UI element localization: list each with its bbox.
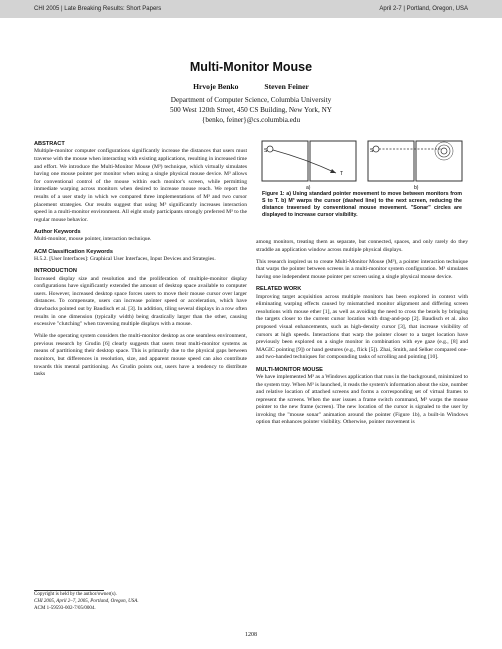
author-2: Steven Feiner <box>264 82 309 91</box>
figure-s-label-b: S <box>370 148 374 154</box>
figure-s-label-a: S <box>264 148 268 154</box>
left-column <box>34 141 247 383</box>
author-list <box>0 82 502 91</box>
acm-heading: ACM Classification Keywords <box>34 248 113 255</box>
copyright-line-2: CHI 2005, April 2–7, 2005, Portland, Oregon, USA. <box>34 598 139 604</box>
figure-1 <box>256 139 468 191</box>
header-right: April 2-7 | Portland, Oregon, USA <box>379 6 468 12</box>
acm-text: H.5.2. [User Interfaces]: Graphical User Interfaces, Input Devices and Strategies. <box>34 255 216 262</box>
figure-label-a: a) <box>306 185 311 191</box>
related-work-heading: RELATED WORK <box>256 286 302 293</box>
paper-title: Multi-Monitor Mouse <box>189 60 313 74</box>
author-1: Hrvoje Benko <box>193 82 239 91</box>
m3-heading: MULTI-MONITOR MOUSE <box>256 366 323 373</box>
right-paragraph-1: among monitors, treating them as separate, but connected, spaces, and only rarely do they straddle an application window across multiple physical displays. <box>256 239 468 253</box>
affiliation-dept: Department of Computer Science, Columbia University <box>170 96 332 104</box>
keywords-heading: Author Keywords <box>34 228 81 235</box>
page-number: 1208 <box>245 632 257 638</box>
figure-caption: Figure 1: a) Using standard pointer movement to move between monitors from S to T. b) M³ warps the cursor (dashed line) to the next screen, reducing the distance traversed by conventional mouse movement. "Sonar" circles are displayed to increase cursor visibility. <box>262 191 462 218</box>
figure-t-label-a: T <box>340 171 344 177</box>
intro-paragraph-2: While the operating system considers the multi-monitor desktop as one seamless environment, previous research by Grudin [6] clearly suggests that users treat multi-monitor systems as means of partitioning their desktop space. This is primarily due to the physical gaps between monitors, but differences in resolution, size, and apparent mouse speed can also contribute towards this mental partitioning. As Grudin points out, users have a tendency to distribute tasks <box>34 333 247 378</box>
affiliation-email: {benko, feiner}@cs.columbia.edu <box>201 116 301 124</box>
figure-b-monitors <box>368 141 462 181</box>
figure-label-b: b) <box>414 185 419 191</box>
right-paragraph-2: This research inspired us to create Multi-Monitor Mouse (M³), a pointer interaction technique that warps the pointer between screens in a multi-monitor system configuration. M³ simulates having one independent mouse pointer per screen using a single physical mouse device. <box>256 258 468 280</box>
right-column <box>256 239 468 432</box>
copyright-line-1: Copyright is held by the author/owner(s). <box>34 592 117 597</box>
abstract-heading: ABSTRACT <box>34 141 65 147</box>
intro-paragraph-1: Increased display size and resolution and the proliferation of multiple-monitor display configurations have significantly extended the amount of desktop space available to computer users. However, increased desktop space forces users to move their mouse cursor over larger distances. To compensate, users can increase pointer speed or acceleration, which have drawbacks pointed out by Baudisch et al. [3]. In addition, tiling several displays in a row often results in one dimension (typically width) being drastically larger than the other, causing excessive "clutching" when traversing multiple displays with a mouse. <box>34 275 247 328</box>
affiliation-address: 500 West 120th Street, 450 CS Building, New York, NY <box>169 106 332 114</box>
keywords-text: Multi-monitor, mouse pointer, interaction technique. <box>34 236 152 243</box>
conference-header <box>0 0 502 18</box>
intro-heading: INTRODUCTION <box>34 268 77 275</box>
copyright-notice <box>34 592 247 612</box>
header-left: CHI 2005 | Late Breaking Results: Short Papers <box>34 6 162 12</box>
copyright-line-3: ACM 1-59593-002-7/05/0004. <box>34 605 96 611</box>
m3-text: We have implemented M³ as a Windows application that runs in the background, minimized to the system tray. When M³ is launched, it reads the system's information about the size, number and relative location of attached screens and forms a corresponding set of virtual frames to represent the screens. When the user issues a frame switch command, M³ warps the mouse pointer to the new frame (screen). The new location of the cursor is signaled to the user by invoking the "mouse sonar" animation around the pointer (Figure 1b), a built-in Windows option that enhances pointer visibility. Otherwise, pointer movement is <box>256 373 468 426</box>
footnote-rule <box>34 590 104 591</box>
abstract-text: Multiple-monitor computer configurations significantly increase the distances that users must traverse with the mouse when interacting with existing applications, resulting in increased time and effort. We introduce the Multi-Monitor Mouse (M³) technique, which virtually simulates having one mouse pointer per monitor when using a single physical mouse device. M³ allows for conventional control of the mouse within each monitor's screen, while permitting immediate warping across monitors when desired to increase mouse reach. We report the results of a user study in which we compared three implementations of M³ and two cursor placement strategies. Our results suggest that using M³ significantly increases interaction speed in a multi-monitor environment. All eight study participants strongly preferred M³ to the regular mouse behavior. <box>34 148 247 223</box>
related-work-text: Improving target acquisition across multiple monitors has been explored in context with eliminating warping effects caused by mismatched monitor alignment and differing screen resolutions with mouse ether [1], as well as avoiding the need to cross the bezels by bringing the targets closer to the current cursor location with drag-and-pop [2]. Baudisch et al. also proposed visual enhancements, such as high-density cursor [3], that increase visibility of cursors at high speeds. Interactions that warp the pointer closer to a target location have previously been explored on a single monitor in combination with eye gaze (e.g., [8] and MAGIC pointing [9]) or hand gestures (e.g., flick [5]). Zhai, Smith, and Selker compared one- and two-handed techniques for compounding tasks of scrolling and pointing [10]. <box>256 293 468 361</box>
